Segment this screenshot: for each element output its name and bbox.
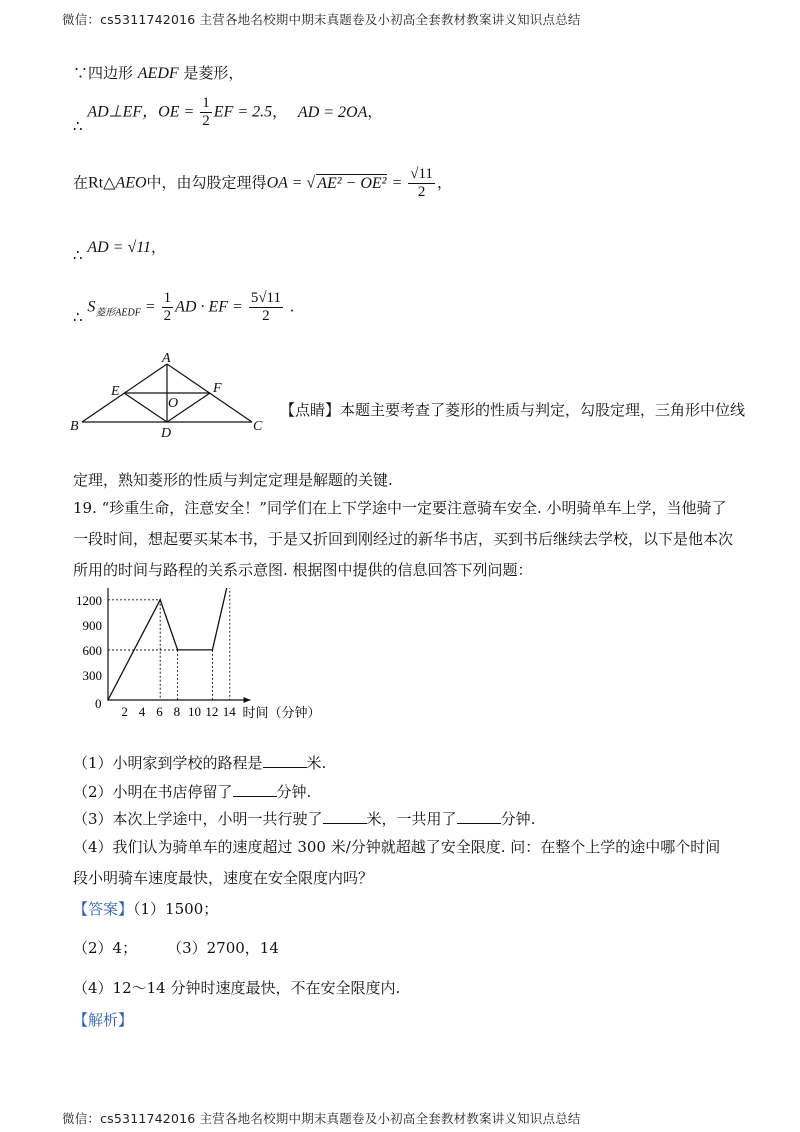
label-C: C xyxy=(253,419,263,434)
rhombus-figure xyxy=(68,352,273,442)
text: 分钟. xyxy=(276,783,312,801)
math-text: AEO xyxy=(115,174,147,192)
sqrt-expression: AE² − OE² xyxy=(317,174,387,192)
x-tick-label: 14 xyxy=(222,704,236,719)
label-B: B xyxy=(70,419,79,434)
text: 在 xyxy=(73,173,89,192)
analysis-tag: 【解析】 xyxy=(73,1011,134,1029)
remark-line-2: 定理，熟知菱形的性质与判定定理是解题的关键. xyxy=(73,471,393,489)
text: 米. xyxy=(306,754,327,772)
text: ， xyxy=(436,173,452,192)
answer-blank xyxy=(233,795,277,797)
text: . xyxy=(285,297,295,316)
answer-3: （3）2700，14 xyxy=(167,939,279,957)
text: （3）本次上学途中，小明一共行驶了 xyxy=(73,810,323,828)
series-line xyxy=(108,588,230,700)
x-tick-label: 0 xyxy=(95,696,102,711)
y-tick-label: 900 xyxy=(82,617,102,633)
label-A: A xyxy=(162,352,171,366)
y-tick-label: 1200 xyxy=(76,592,102,608)
x-tick-label: 8 xyxy=(173,704,181,719)
label-F: F xyxy=(213,381,222,396)
text: ， xyxy=(272,102,288,121)
fraction: $\frac{1}{2}$ xyxy=(163,290,172,324)
answer-line-2 xyxy=(73,937,279,958)
page-footer: 微信：cs5311742016 主营各地名校期中期末真题卷及小初高全套教材教案讲义知识点总结 xyxy=(62,1111,581,1126)
x-tick-label: 10 xyxy=(188,704,201,719)
fraction: $\frac{1}{2}$ xyxy=(202,95,210,129)
fraction: $\frac{5√11}{2}$ xyxy=(250,290,282,324)
math-text: AD⊥EF，OE = xyxy=(87,103,199,121)
remark-text: 本题主要考查了菱形的性质与判定，勾股定理，三角形中位线 xyxy=(340,401,746,419)
distance-time-chart xyxy=(60,588,360,723)
math-text: = xyxy=(140,298,160,316)
math-text: AEDF xyxy=(137,65,179,82)
solution-line-4 xyxy=(73,236,167,264)
text: （2）小明在书店停留了 xyxy=(73,783,233,801)
x-tick-label: 12 xyxy=(205,704,219,719)
segment-ED xyxy=(124,393,167,422)
text: 中，由勾股定理得 xyxy=(146,173,267,192)
therefore-symbol: ∴ xyxy=(73,116,83,135)
math-text: EF = 2.5 xyxy=(213,103,273,121)
subscript: 菱形AEDF xyxy=(95,307,141,319)
math-text: OA = xyxy=(266,174,307,192)
data-point xyxy=(212,649,214,651)
x-tick-label: 2 xyxy=(121,704,128,719)
math-text: AD · EF = xyxy=(175,298,247,316)
text: 分钟. xyxy=(500,810,536,828)
solution-line-1 xyxy=(73,62,243,83)
math-text: Rt△ xyxy=(88,174,116,192)
answer-tag: 【答案】 xyxy=(73,900,134,918)
remark-tag: 【点睛】 xyxy=(280,401,341,419)
math-text: AD = 2OA xyxy=(297,103,368,121)
label-D: D xyxy=(161,426,172,441)
solution-line-3: 在Rt△AEO中，由勾股定理得OA = √ AE² − OE² = $\frac{√11}{2}$ ， xyxy=(73,166,452,200)
text: ， xyxy=(151,238,167,256)
text: 米，一共用了 xyxy=(366,810,457,828)
math-text: AD = √11 xyxy=(87,239,152,256)
text: ， xyxy=(367,102,383,121)
label-E: E xyxy=(111,384,120,399)
answer-blank xyxy=(457,822,501,824)
answer-line-4: （4）12～14 分钟时速度最快，不在安全限度内. xyxy=(73,979,401,997)
therefore-symbol: ∴ xyxy=(73,246,88,264)
question-1 xyxy=(73,752,326,773)
data-point xyxy=(177,649,179,651)
x-axis-label: 时间（分钟） xyxy=(242,705,321,720)
question-2 xyxy=(73,781,311,802)
problem-19-text: 19. “珍重生命，注意安全！”同学们在上下学途中一定要注意骑车安全. 小明骑单车上学，当他骑了一段时间，想起要买某本书，于是又折回到刚经过的新华书店，买到书后继续去学校，以下是他本次所用的时间与路程的关系示意图. 根据图中提供的信息回答下列问题： xyxy=(73,499,734,579)
x-axis-arrow xyxy=(244,697,251,703)
fraction: $\frac{√11}{2}$ xyxy=(410,166,433,200)
question-4: （4）我们认为骑单车的速度超过 300 米/分钟就超越了安全限度. 问：在整个上学的途中哪个时间段小明骑车速度最快，速度在安全限度内吗？ xyxy=(73,838,721,887)
y-tick-label: 600 xyxy=(82,642,102,658)
label-O: O xyxy=(168,396,179,411)
math-text: S xyxy=(87,298,96,316)
data-point xyxy=(107,699,109,701)
question-3 xyxy=(73,808,535,829)
page-header: 微信：cs5311742016 主营各地名校期中期末真题卷及小初高全套教材教案讲义知识点总结 xyxy=(62,12,581,27)
text: 是菱形， xyxy=(178,64,244,82)
text: （1）小明家到学校的路程是 xyxy=(73,754,263,772)
answer-blank xyxy=(323,822,367,824)
data-point xyxy=(159,599,161,601)
solution-line-2 xyxy=(73,95,383,135)
text: ∵四边形 xyxy=(73,64,138,82)
x-tick-label: 6 xyxy=(156,704,163,719)
math-text: = xyxy=(387,174,407,192)
x-tick-label: 4 xyxy=(138,704,146,719)
answer-2: （2）4； xyxy=(73,939,138,957)
solution-line-5 xyxy=(73,290,295,325)
answer-blank xyxy=(263,766,307,768)
remark-line-1 xyxy=(280,399,745,420)
answer-1: （1）1500； xyxy=(133,900,219,918)
y-tick-label: 300 xyxy=(82,667,102,683)
answer-line-1 xyxy=(73,898,218,919)
therefore-symbol: ∴ xyxy=(73,307,88,326)
